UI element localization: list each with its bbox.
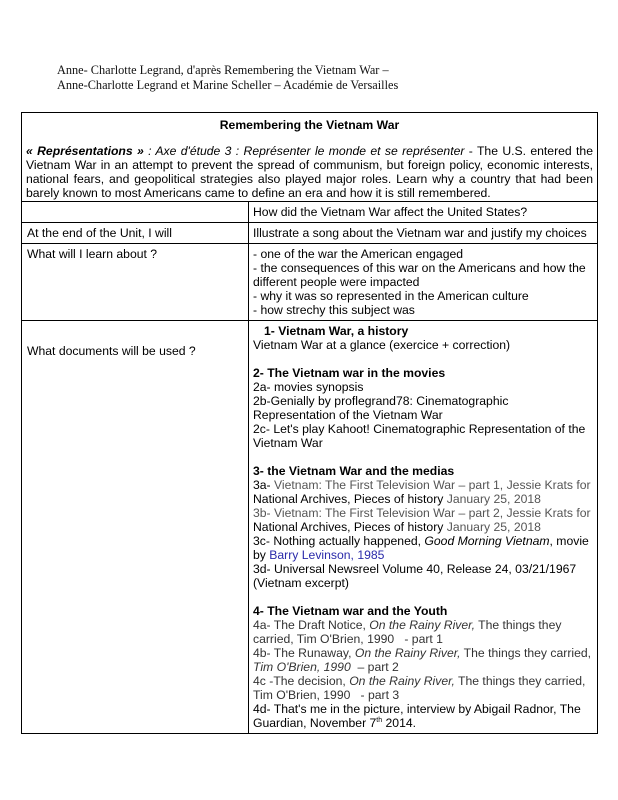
item-date: January 25, 2018 [443,520,541,534]
document-item-4a [253,618,593,646]
documents-label-text: What documents will be used ? [27,344,196,358]
document-item-3d: 3d- Universal Newsreel Volume 40, Release 24, 03/21/1967 (Vietnam excerpt) [253,562,577,590]
documents-list [249,321,597,733]
item-prefix: 3a- [253,478,271,492]
unit-title: Remembering the Vietnam War [219,118,400,132]
document-item-3c [253,534,593,562]
table-row-learn [22,244,597,321]
unit-description [26,144,593,200]
document-item-3a [253,478,593,506]
document-header [57,63,398,93]
item-text: 3c- Nothing actually happened, [253,534,425,548]
item-title: 3b- Vietnam: The First Television War – part 2, Jessie Krats for [253,506,591,520]
document-item-3b [253,506,593,534]
item-text: 4a- The Draft Notice, [253,618,370,632]
director-link[interactable]: Barry Levinson, 1985 [269,548,385,562]
learn-item: - how strechy this subject was [253,303,415,317]
intro-section [22,113,597,202]
learn-item: - one of the war the American engaged [253,247,464,261]
end-of-unit-value: Illustrate a song about the Vietnam war and justify my choices [253,226,587,240]
item-text: The things they carried, [460,646,592,660]
section-4-title: 4- The Vietnam war and the Youth [253,604,448,618]
section-2-title: 2- The Vietnam war in the movies [253,366,446,380]
item-source: National Archives, Pieces of history [253,492,444,506]
axis-title: : Axe d'étude 3 : Représenter le monde et se représenter [143,144,465,158]
section-1-title: 1- Vietnam War, a history [264,324,409,338]
header-line-1: Anne- Charlotte Legrand, d'après Remembering the Vietnam War – [57,63,389,77]
item-text: 2014. [382,716,417,730]
header-line-2: Anne-Charlotte Legrand et Marine Scheller – Académie de Versailles [57,78,399,92]
learn-item: - the consequences of this war on the Americans and how the different people were impacted [253,261,586,289]
question-value: How did the Vietnam War affect the United States? [253,205,528,219]
unit-table [21,112,598,734]
table-row-end-of-unit [22,223,597,244]
item-text: , movie by [253,534,589,562]
item-text: – part 2 [350,660,399,674]
learn-item: - why it was so represented in the American culture [253,289,529,303]
item-italic: On the Rainy River, [369,618,475,632]
item-text: The things they carried, Tim O'Brien, 1990 - part 1 [253,618,565,646]
item-text: 4c -The decision, [253,674,350,688]
learn-list [249,244,597,320]
table-row-documents [22,321,597,733]
axis-label: « Représentations » [26,144,144,158]
description-text: - The U.S. entered the Vietnam War in an attempt to prevent the spread of communism, but foreign policy, economic interests, national fears, and geopolitical strategies also played major roles. Learn why a country that had been barely known to most Americans came to define an era and how it is still remembered. [26,144,593,200]
document-item: 2b-Genially by proflegrand78: Cinematographic Representation of the Vietnam War [253,394,509,422]
learn-label: What will I learn about ? [22,244,249,320]
document-item-4b [253,646,593,674]
question-label [22,202,249,222]
ordinal-suffix: th [376,716,383,724]
documents-label [22,321,249,733]
document-item: Vietnam War at a glance (exercice + correction) [253,338,511,352]
table-row-question [22,202,597,223]
document-item: 2c- Let's play Kahoot! Cinematographic Representation of the Vietnam War [253,422,586,450]
section-3-title: 3- the Vietnam War and the medias [253,464,455,478]
item-date: January 25, 2018 [443,492,541,506]
item-text: The things they carried, Tim O'Brien, 1990 - part 3 [253,674,589,702]
item-italic: Tim O'Brien, 1990 [253,660,351,674]
item-title: Vietnam: The First Television War – part 1, Jessie Krats for [270,478,591,492]
item-source: National Archives, Pieces of history [253,520,444,534]
document-item-4d [253,702,593,730]
document-item: 2a- movies synopsis [253,380,364,394]
item-text: 4d- That's me in the picture, interview by Abigail Radnor, The Guardian, November 7 [253,702,581,730]
item-italic: On the Rainy River, [354,646,461,660]
item-italic: On the Rainy River, [349,674,455,688]
item-text: 4b- The Runaway, [253,646,355,660]
item-movie-title: Good Morning Vietnam [424,534,550,548]
document-item-4c [253,674,593,702]
end-of-unit-label: At the end of the Unit, I will [22,223,249,243]
